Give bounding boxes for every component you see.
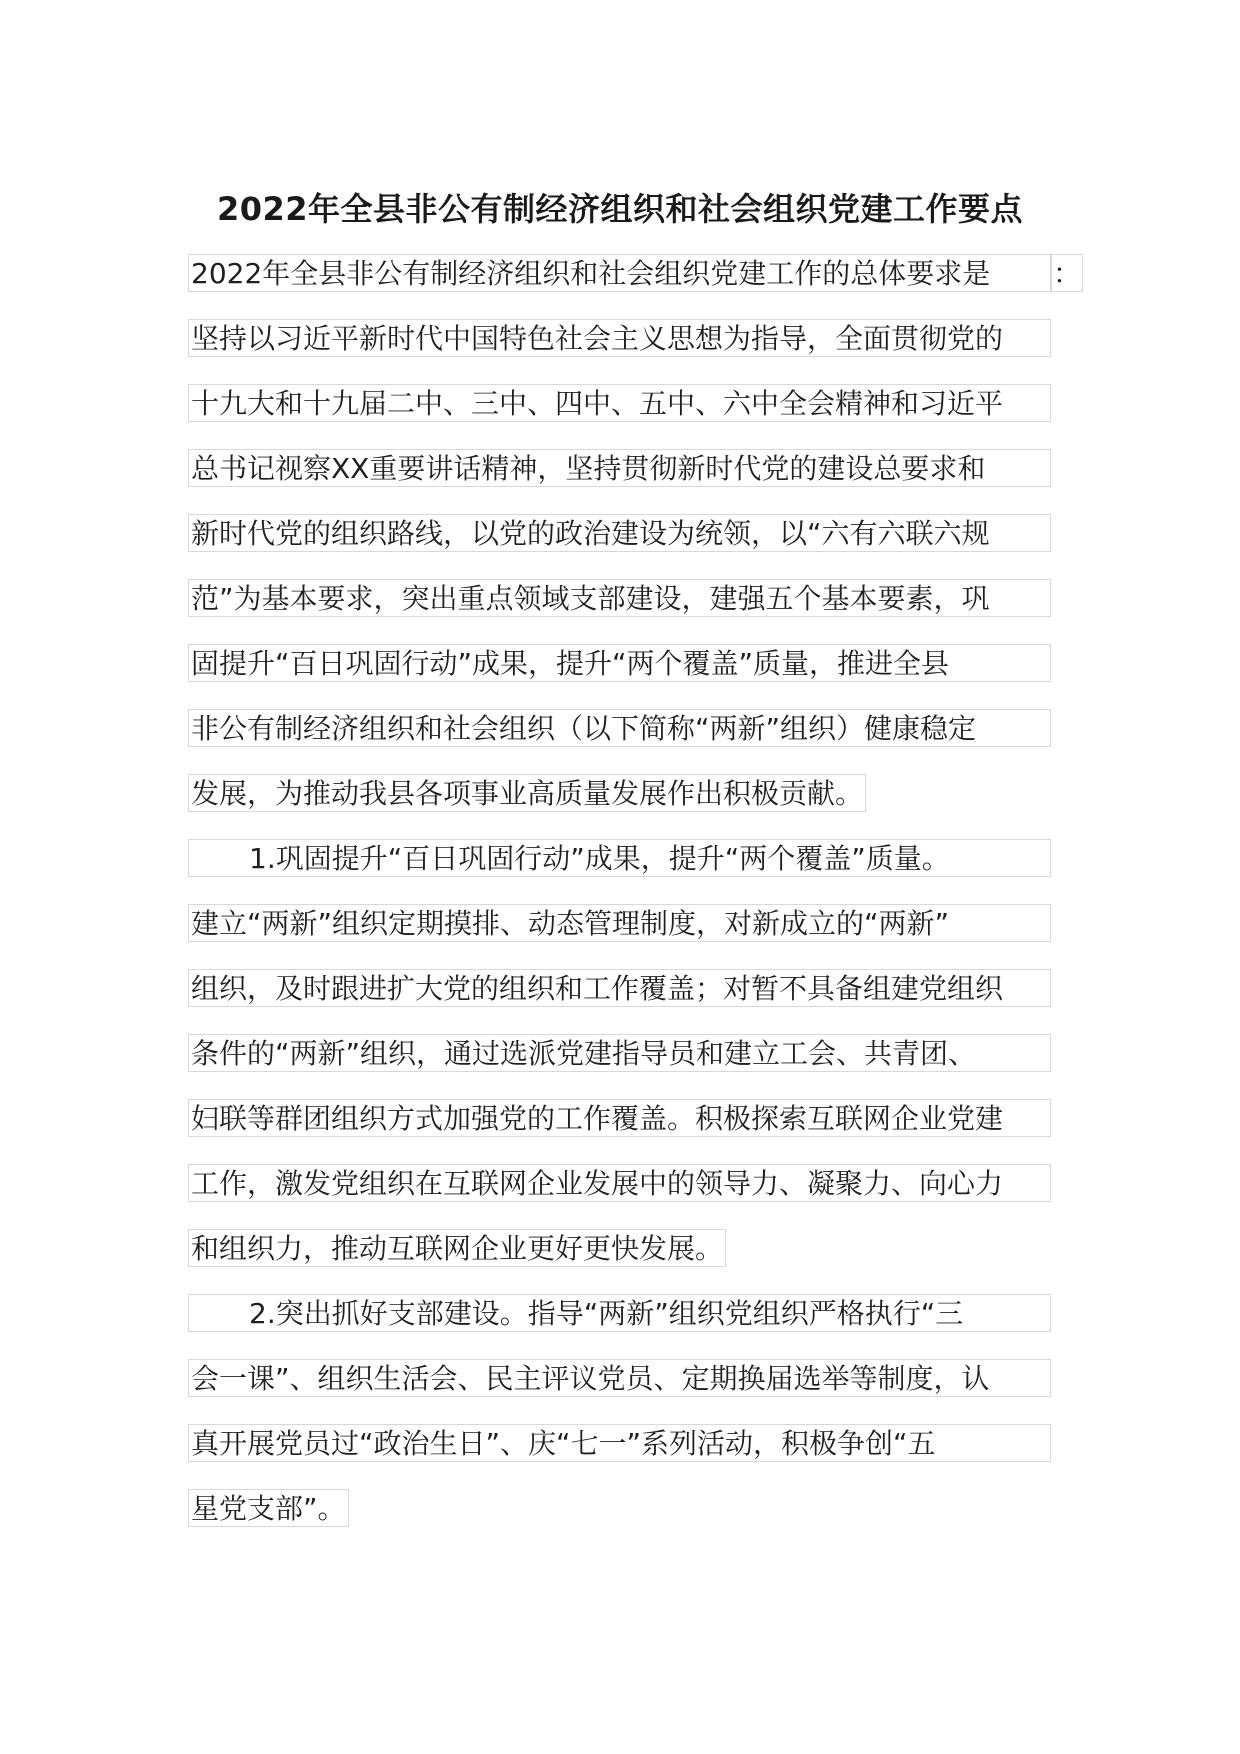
text-line-suffix: ：	[1051, 254, 1083, 292]
text-line: 2022年全县非公有制经济组织和社会组织党建工作的总体要求是	[188, 254, 1051, 292]
document-title: 2022年全县非公有制经济组织和社会组织党建工作要点	[216, 190, 1024, 228]
text-line: 非公有制经济组织和社会组织（以下简称“两新”组织）健康稳定	[188, 709, 1051, 747]
text-line: 新时代党的组织路线，以党的政治建设为统领，以“六有六联六规	[188, 514, 1051, 552]
document-body	[188, 254, 1088, 1554]
paragraph-item-2	[188, 1294, 1088, 1554]
text-line: 组织，及时跟进扩大党的组织和工作覆盖；对暂不具备组建党组织	[188, 969, 1051, 1007]
text-line: 工作，激发党组织在互联网企业发展中的领导力、凝聚力、向心力	[188, 1164, 1051, 1202]
paragraph-item-1	[188, 839, 1088, 1294]
text-line: 建立“两新”组织定期摸排、动态管理制度，对新成立的“两新”	[188, 904, 1051, 942]
text-line: 1.巩固提升“百日巩固行动”成果，提升“两个覆盖”质量。	[188, 839, 1051, 877]
text-line: 发展，为推动我县各项事业高质量发展作出积极贡献。	[188, 774, 866, 812]
text-line: 坚持以习近平新时代中国特色社会主义思想为指导，全面贯彻党的	[188, 319, 1051, 357]
paragraph-overview	[188, 254, 1088, 839]
text-line: 总书记视察XX重要讲话精神，坚持贯彻新时代党的建设总要求和	[188, 449, 1051, 487]
text-line: 真开展党员过“政治生日”、庆“七一”系列活动，积极争创“五	[188, 1424, 1051, 1462]
text-line: 会一课”、组织生活会、民主评议党员、定期换届选举等制度，认	[188, 1359, 1051, 1397]
text-line: 固提升“百日巩固行动”成果，提升“两个覆盖”质量，推进全县	[188, 644, 1051, 682]
text-line: 星党支部”。	[188, 1489, 349, 1527]
text-line: 和组织力，推动互联网企业更好更快发展。	[188, 1229, 726, 1267]
text-line: 2.突出抓好支部建设。指导“两新”组织党组织严格执行“三	[188, 1294, 1051, 1332]
text-line: 条件的“两新”组织，通过选派党建指导员和建立工会、共青团、	[188, 1034, 1051, 1072]
text-line: 十九大和十九届二中、三中、四中、五中、六中全会精神和习近平	[188, 384, 1051, 422]
text-line: 范”为基本要求，突出重点领域支部建设，建强五个基本要素，巩	[188, 579, 1051, 617]
text-line: 妇联等群团组织方式加强党的工作覆盖。积极探索互联网企业党建	[188, 1099, 1051, 1137]
